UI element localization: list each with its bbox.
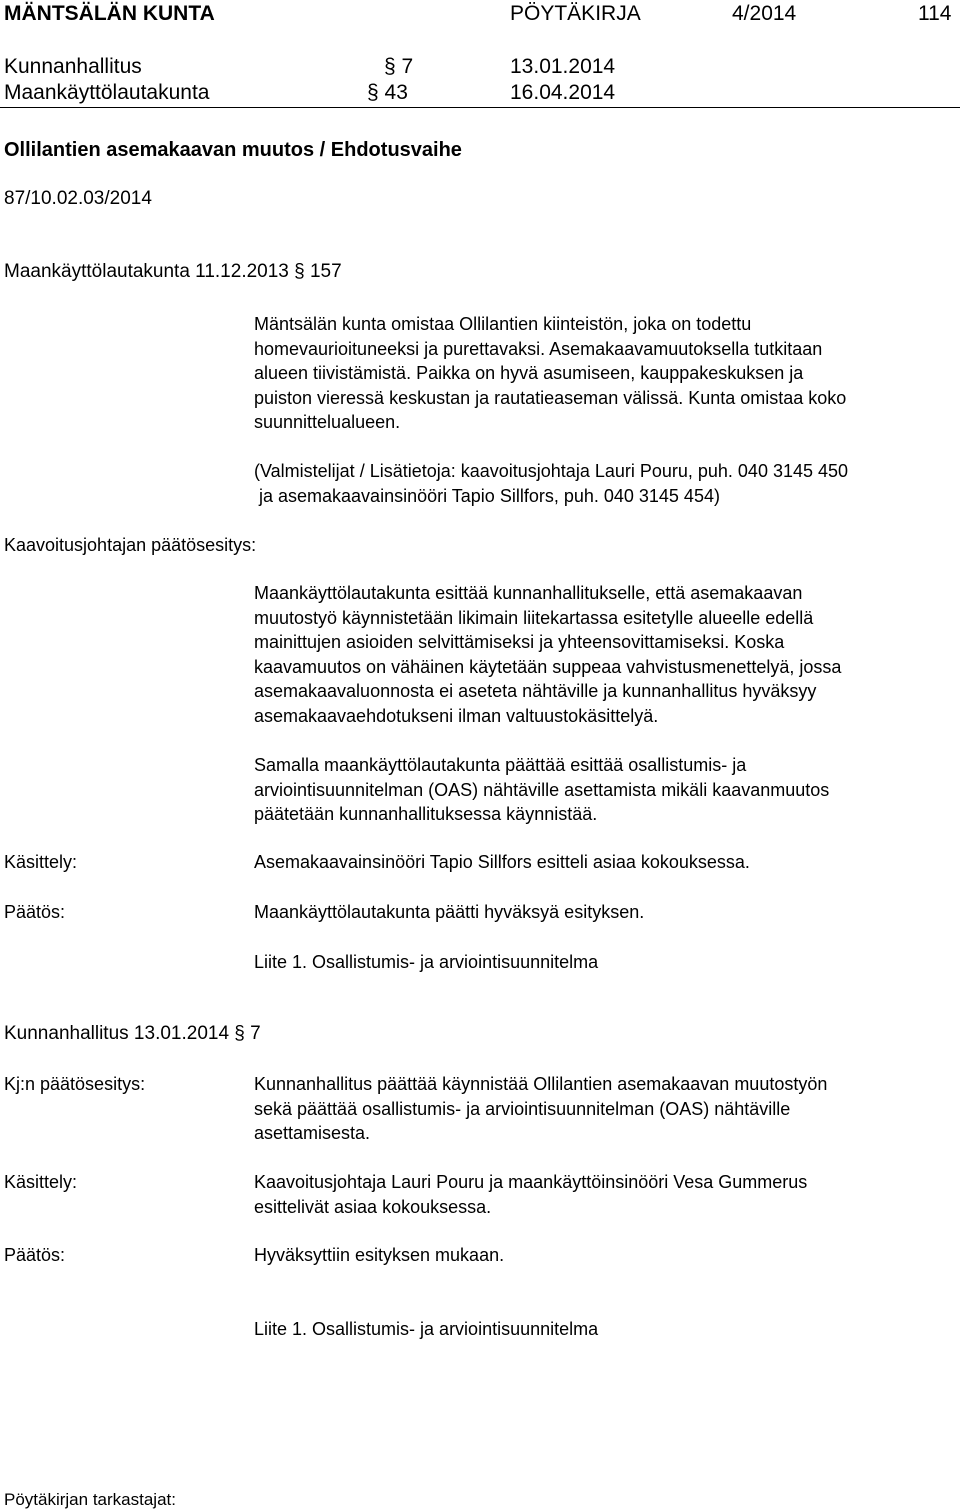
mlk-proposal-line: asemakaavaluonnosta ei aseteta nähtäville ja kunnanhallitus hyväksyy (254, 681, 817, 701)
kh-proposal-paragraph (254, 1072, 958, 1146)
mlk-contact-line: ja asemakaavainsinööri Tapio Sillfors, puh. 040 3145 454) (254, 485, 720, 506)
mlk-proposal-line: Maankäyttölautakunta esittää kunnanhallitukselle, että asemakaavan (254, 583, 803, 603)
section-number-1: § 7 (384, 55, 414, 78)
mlk-proposal-line: mainittujen asioiden selvittämiseksi ja yhteensovittamiseksi. Koska (254, 632, 785, 652)
matter-title: Ollilantien asemakaavan muutos / Ehdotusvaihe (4, 139, 462, 161)
meeting-date-2: 16.04.2014 (510, 81, 616, 104)
mlk-decision-label: Päätös: (4, 902, 66, 922)
kh-decision-label: Päätös: (4, 1245, 66, 1265)
minutes-inspectors-label: Pöytäkirjan tarkastajat: (4, 1490, 176, 1509)
mlk-proposal2-line: arviointisuunnitelman (OAS) nähtäville asettamista mikäli kaavanmuutos (254, 779, 830, 800)
mlk-proposal2-paragraph (254, 753, 958, 827)
body-name-2: Maankäyttölautakunta (4, 81, 210, 104)
kh-decision-text: Hyväksyttiin esityksen mukaan. (254, 1245, 505, 1265)
section-number-2: § 43 (367, 81, 408, 104)
kh-proposal-line: asettamisesta. (254, 1123, 371, 1143)
mlk-intro-paragraph (254, 312, 958, 435)
mlk-proposal-label: Kaavoitusjohtajan päätösesitys: (4, 535, 257, 555)
kh-proposal-label: Kj:n päätösesitys: (4, 1074, 146, 1094)
mlk-contact-line: (Valmistelijat / Lisätietoja: kaavoitusjohtaja Lauri Pouru, puh. 040 3145 450 (254, 461, 849, 481)
kh-handling-label: Käsittely: (4, 1172, 78, 1192)
mlk-intro-line: suunnittelualueen. (254, 412, 401, 432)
document-type: PÖYTÄKIRJA (510, 2, 641, 25)
mlk-proposal2-line: Samalla maankäyttölautakunta päättää esittää osallistumis- ja (254, 755, 747, 775)
diary-number: 87/10.02.03/2014 (4, 188, 152, 209)
mlk-handling-label: Käsittely: (4, 852, 78, 872)
mlk-proposal-line: kaavamuutos on vähäinen käytetään suppeaa vahvistusmenettelyä, jossa (254, 656, 842, 677)
municipality-name: MÄNTSÄLÄN KUNTA (4, 2, 215, 25)
mlk-intro-line: alueen tiivistämistä. Paikka on hyvä asumiseen, kauppakeskuksen ja (254, 363, 804, 383)
mlk-contact-paragraph (254, 459, 958, 508)
mlk-proposal-paragraph (254, 581, 958, 728)
mlk-proposal2-line: päätetään kunnanhallituksessa käynnistää. (254, 804, 598, 824)
meeting-date-1: 13.01.2014 (510, 55, 616, 78)
mlk-attachment: Liite 1. Osallistumis- ja arviointisuunnitelma (254, 952, 599, 972)
mlk-intro-line: puiston vieressä keskustan ja rautatieaseman välissä. Kunta omistaa koko (254, 387, 847, 408)
document-number: 4/2014 (732, 2, 797, 25)
page-number: 114 (918, 2, 952, 25)
kh-handling-line: Kaavoitusjohtaja Lauri Pouru ja maankäyttöinsinööri Vesa Gummerus (254, 1172, 808, 1192)
mlk-intro-line: Mäntsälän kunta omistaa Ollilantien kiinteistön, joka on todettu (254, 314, 752, 334)
mlk-handling-text: Asemakaavainsinööri Tapio Sillfors esitteli asiaa kokouksessa. (254, 852, 750, 872)
header-divider (0, 107, 960, 108)
mlk-intro-line: homevaurioituneeksi ja purettavaksi. Asemakaavamuutoksella tutkitaan (254, 338, 823, 359)
body-name-1: Kunnanhallitus (4, 55, 142, 78)
kh-handling-paragraph (254, 1170, 958, 1219)
mlk-proposal-line: asemakaavaehdotukseni ilman valtuustokäsittelyä. (254, 705, 659, 726)
mlk-proposal-line: muutostyö käynnistetään likimain liitekartassa esitetylle alueelle edellä (254, 607, 814, 628)
kh-proposal-line: Kunnanhallitus päättää käynnistää Ollilantien asemakaavan muutostyön (254, 1074, 828, 1094)
kh-attachment: Liite 1. Osallistumis- ja arviointisuunnitelma (254, 1319, 599, 1339)
mlk-section-heading: Maankäyttölautakunta 11.12.2013 § 157 (4, 261, 342, 282)
kh-handling-line: esittelivät asiaa kokouksessa. (254, 1196, 492, 1217)
kh-section-heading: Kunnanhallitus 13.01.2014 § 7 (4, 1023, 261, 1044)
mlk-decision-text: Maankäyttölautakunta päätti hyväksyä esityksen. (254, 902, 645, 922)
kh-proposal-line: sekä päättää osallistumis- ja arviointisuunnitelman (OAS) nähtäville (254, 1098, 791, 1119)
